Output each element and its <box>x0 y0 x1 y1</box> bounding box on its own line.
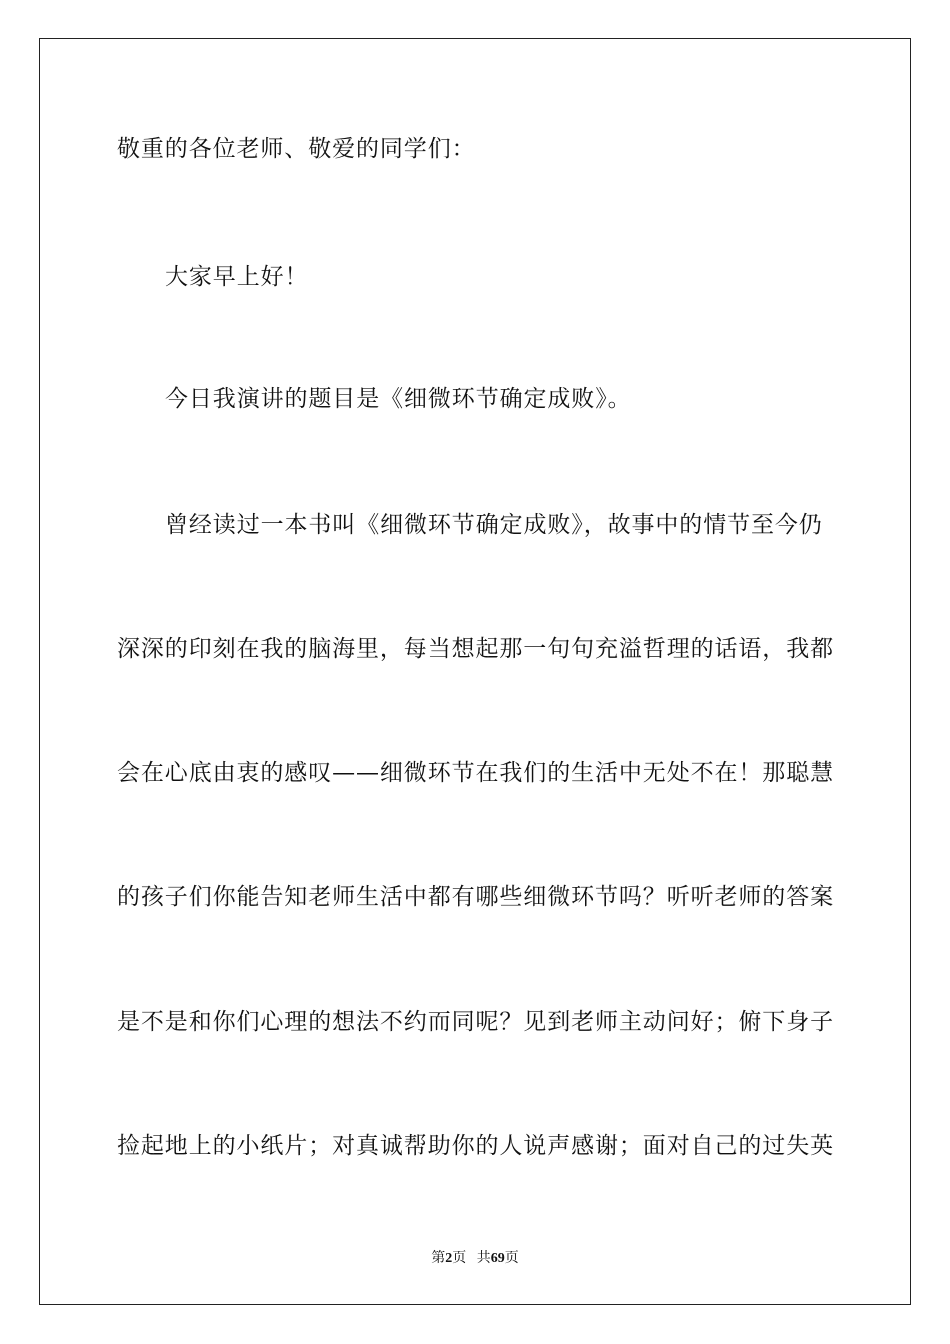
salutation-line: 敬重的各位老师、敬爱的同学们： <box>117 136 476 162</box>
page-footer <box>0 1247 950 1267</box>
page-suffix: 页 <box>452 1251 467 1266</box>
body-line: 是不是和你们心理的想法不约而同呢？见到老师主动问好；俯下身子 <box>117 1009 834 1035</box>
body-line: 曾经读过一本书叫《细微环节确定成败》，故事中的情节至今仍 <box>165 512 823 538</box>
body-line: 会在心底由衷的感叹——细微环节在我们的生活中无处不在！那聪慧 <box>117 760 834 786</box>
topic-line: 今日我演讲的题目是《细微环节确定成败》。 <box>165 386 632 412</box>
body-line: 深深的印刻在我的脑海里，每当想起那一句句充溢哲理的话语，我都 <box>117 636 834 662</box>
total-suffix: 页 <box>504 1251 519 1266</box>
page-border <box>39 38 911 1305</box>
page-prefix: 第 <box>431 1251 446 1266</box>
body-line: 的孩子们你能告知老师生活中都有哪些细微环节吗？听听老师的答案 <box>117 884 834 910</box>
greeting-line: 大家早上好！ <box>165 264 309 290</box>
page-number: 2 <box>445 1251 453 1266</box>
total-pages: 69 <box>490 1251 505 1266</box>
body-line: 捡起地上的小纸片；对真诚帮助你的人说声感谢；面对自己的过失英 <box>117 1133 834 1159</box>
total-prefix: 共 <box>476 1251 491 1266</box>
